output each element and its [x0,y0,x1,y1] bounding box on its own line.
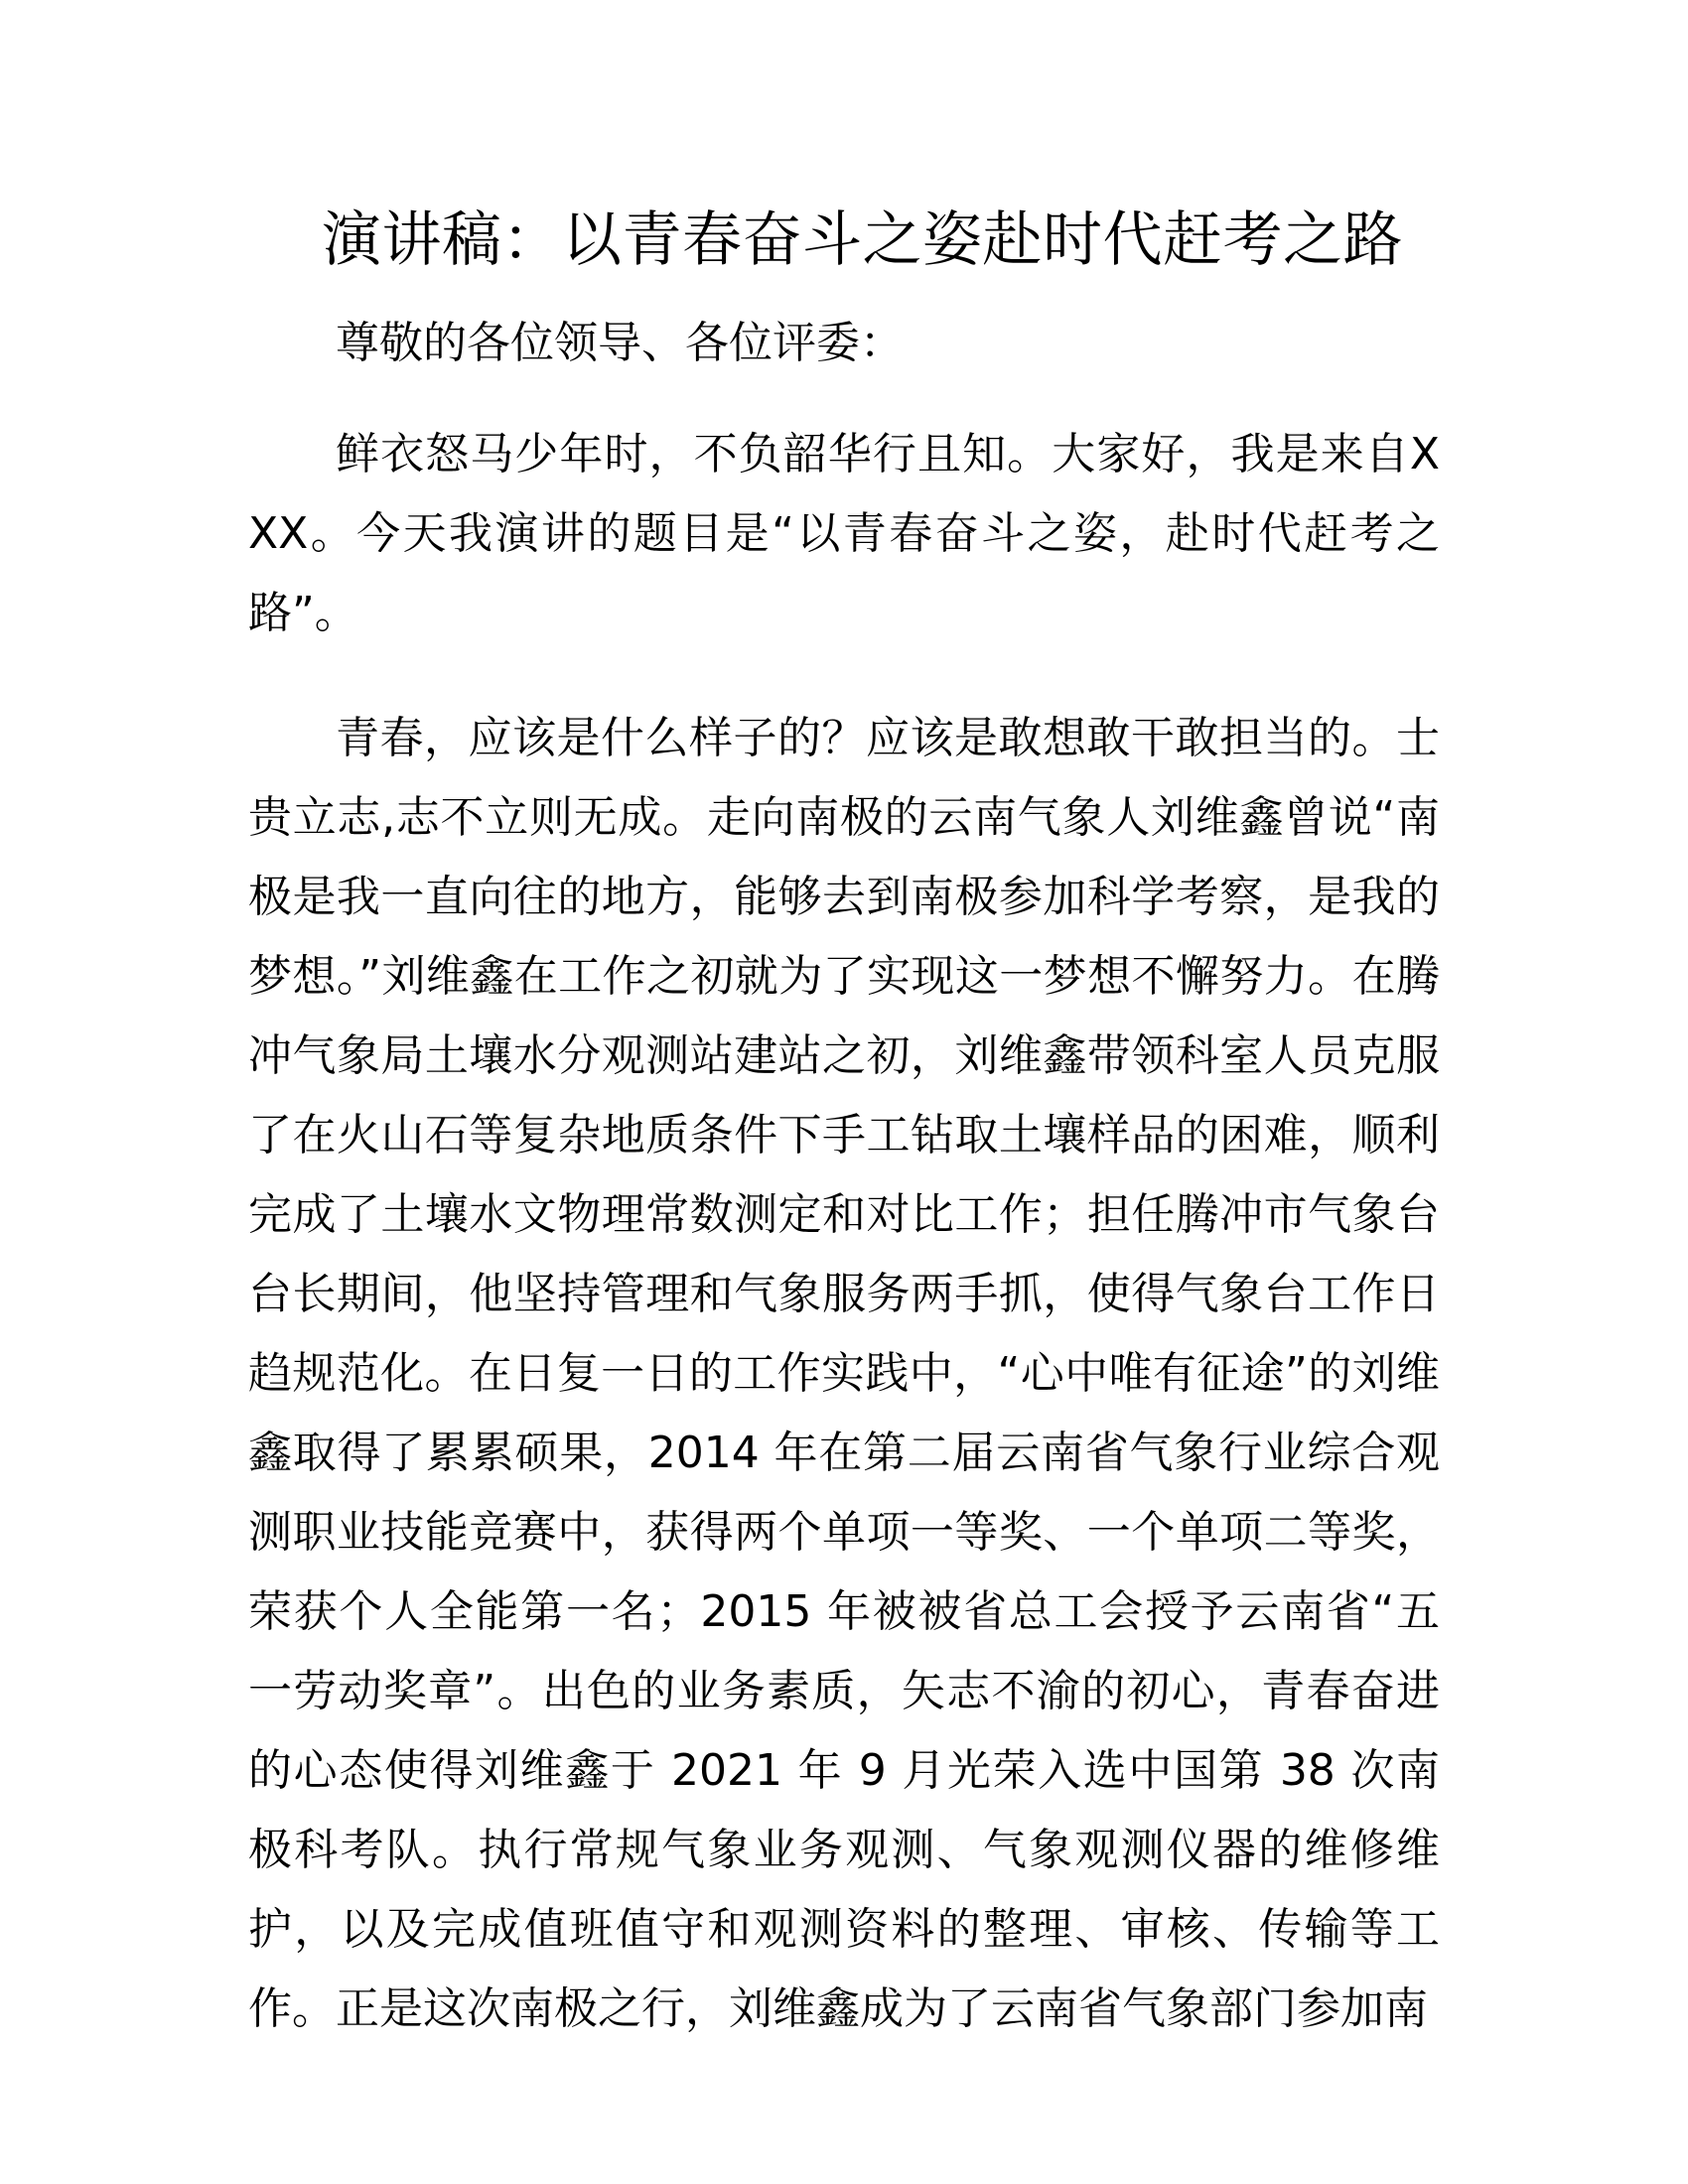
paragraph-opening: 鲜衣怒马少年时，不负韶华行且知。大家好，我是来自XXX。今天我演讲的题目是“以青春奋斗之姿，赴时代赶考之路”。 [248,429,1440,638]
document-title: 演讲稿：以青春奋斗之姿赴时代赶考之路 [322,205,1403,275]
paragraph-body: 青春，应该是什么样子的？应该是敢想敢干敢担当的。士贵立志,志不立则无成。走向南极的云南气象人刘维鑫曾说“南极是我一直向往的地方，能够去到南极参加科学考察，是我的梦想。”刘维鑫在工作之初就为了实现这一梦想不懈努力。在腾冲气象局土壤水分观测站建站之初，刘维鑫带领科室人员克服了在火山石等复杂地质条件下手工钻取土壤样品的困难，顺利完成了土壤水文物理常数测定和对比工作；担任腾冲市气象台台长期间，他坚持管理和气象服务两手抓，使得气象台工作日趋规范化。在日复一日的工作实践中，“心中唯有征途”的刘维鑫取得了累累硕果，2014 年在第二届云南省气象行业综合观测职业技能竞赛中，获得两个单项一等奖、一个单项二等奖，荣获个人全能第一名；2015 年被被省总工会授予云南省“五一劳动奖章”。出色的业务素质，矢志不渝的初心，青春奋进的心态使得刘维鑫于 2021 年 9 月光荣入选中国第 38 次南极科考队。执行常规气象业务观测、气象观测仪器的维修维护，以及完成值班值守和观测资料的整理、审核、传输等工作。正是这次南极之行，刘维鑫成为了云南省气象部门参加南 [248,713,1441,2034]
document-body [248,199,1440,2095]
salutation-line: 尊敬的各位领导、各位评委： [336,318,904,368]
